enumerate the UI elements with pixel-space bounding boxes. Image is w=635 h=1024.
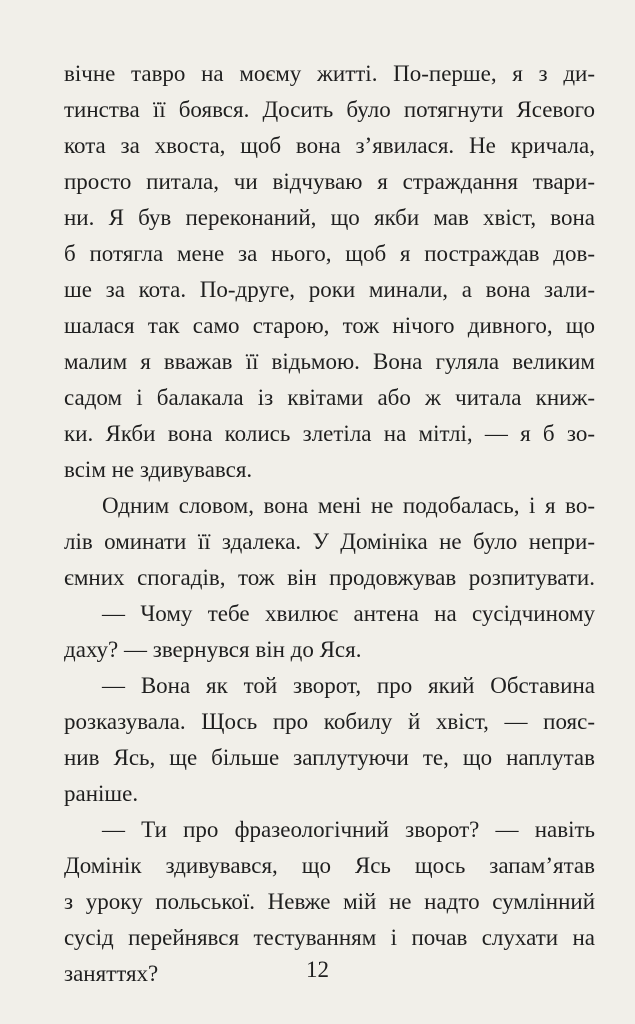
text-line: даху? — звернувся він до Яся. <box>64 637 362 662</box>
text-line: з уроку польської. Невже мій не надто сумлінний <box>64 889 595 914</box>
text-line: кота за хвоста, щоб вона з’явилася. Не кричала, <box>64 133 595 158</box>
text-line: ки. Якби вона колись злетіла на мітлі, — я б зо- <box>64 421 595 446</box>
text-line: просто питала, чи відчуваю я страждання твари- <box>64 169 595 194</box>
text-line: нив Ясь, ще більше заплутуючи те, що наплутав <box>64 745 595 770</box>
text-line: всім не здивувався. <box>64 457 253 482</box>
text-line: — Ти про фразеологічний зворот? — навіть <box>102 817 595 842</box>
text-line: ємних спогадів, тож він продовжував розпитувати. <box>64 565 595 590</box>
text-line: Одним словом, вона мені не подобалась, і я во- <box>102 493 595 518</box>
text-line: Домінік здивувався, що Ясь щось запам’ятав <box>64 853 595 878</box>
text-line: сусід перейнявся тестуванням і почав слухати на <box>64 925 595 950</box>
text-line: ни. Я був переконаний, що якби мав хвіст, вона <box>64 205 595 230</box>
text-line: вічне тавро на моєму житті. По-перше, я з ди- <box>64 61 595 86</box>
page-number: 12 <box>306 957 329 982</box>
text-line: малим я вважав її відьмою. Вона гуляла великим <box>64 349 595 374</box>
text-line: ше за кота. По-друге, роки минали, а вона зали- <box>64 277 595 302</box>
body-text <box>64 56 595 992</box>
text-line: садом і балакала із квітами або ж читала книж- <box>64 385 595 410</box>
text-line: — Вона як той зворот, про який Обставина <box>102 673 595 698</box>
text-line: раніше. <box>64 781 139 806</box>
text-line: — Чому тебе хвилює антена на сусідчиному <box>102 601 595 626</box>
text-line: розказувала. Щось про кобилу й хвіст, — пояс- <box>64 709 595 734</box>
text-line: заняттях? <box>64 961 159 986</box>
text-line: б потягла мене за нього, щоб я постраждав дов- <box>64 241 595 266</box>
text-line: шалася так само старою, тож нічого дивного, що <box>64 313 595 338</box>
text-line: тинства її боявся. Досить було потягнути Ясевого <box>64 97 595 122</box>
text-line: лів оминати її здалека. У Домініка не було непри- <box>64 529 595 554</box>
